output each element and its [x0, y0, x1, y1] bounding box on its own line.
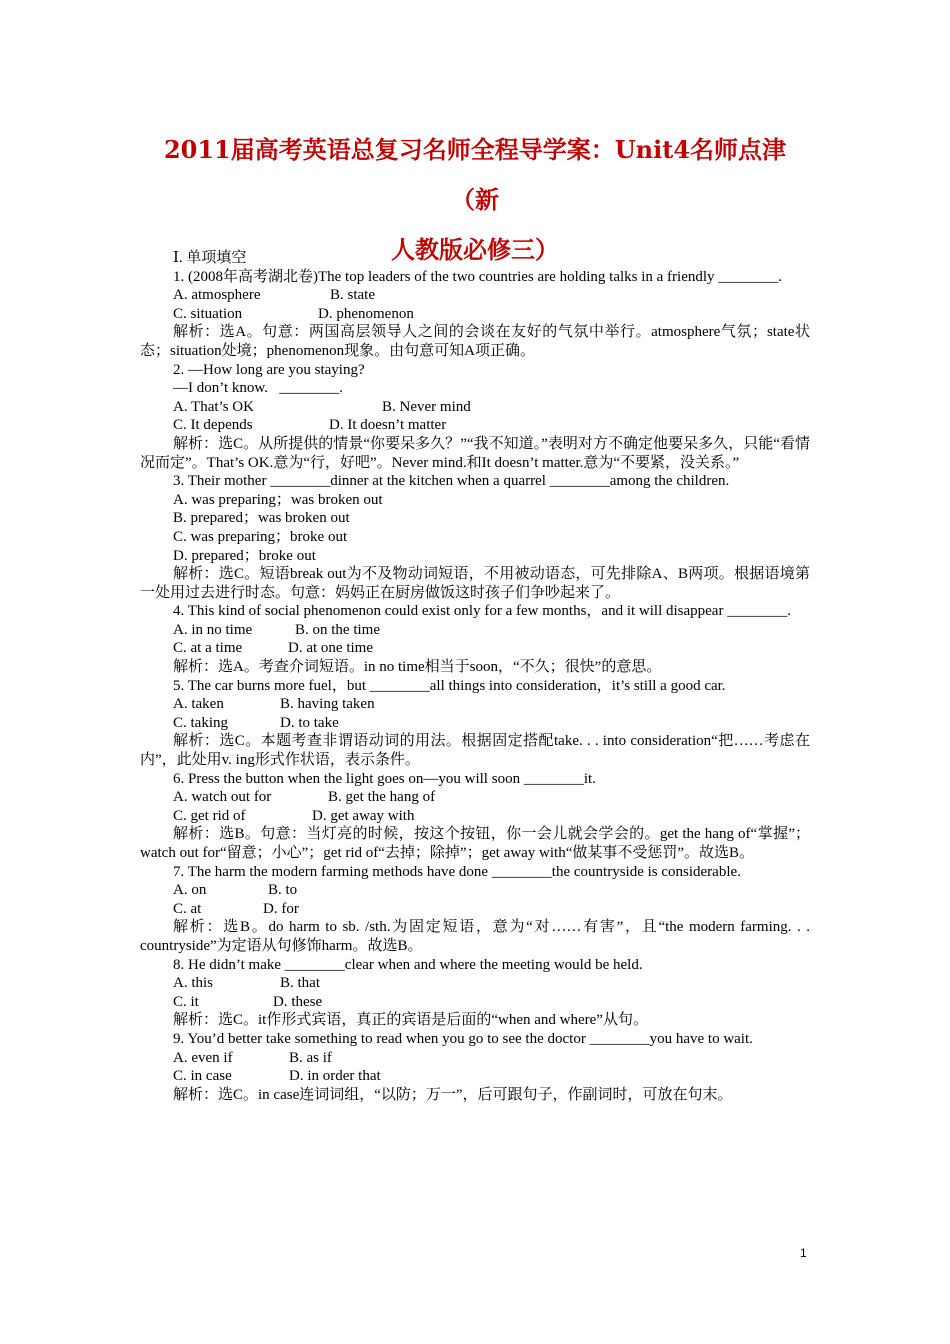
question-4-options-row-1	[140, 621, 810, 640]
option-a: A. That’s OK	[173, 398, 254, 415]
option-c: C. It depends	[173, 417, 253, 434]
question-9-options-row-2	[140, 1067, 810, 1086]
question-6-options-row-1	[140, 788, 810, 807]
option-a: A. taken	[173, 696, 224, 713]
option-c: C. taking	[173, 714, 228, 731]
option-b: B. state	[330, 287, 375, 304]
question-2-analysis: 解析：选C。从所提供的情景“你要呆多久？”“我不知道。”表明对方不确定他要呆多久，只能“看情况而定”。That’s OK.意为“行，好吧”。Never mind.和It doesn’t matter.意为“不要紧，没关系。”	[140, 435, 810, 471]
option-a: A. atmosphere	[173, 287, 261, 304]
question-1-options-row-2	[140, 305, 810, 324]
question-5-options-row-1	[140, 695, 810, 714]
question-1-options-row-1	[140, 286, 810, 305]
title-line-1: 2011届高考英语总复习名师全程导学案：Unit4名师点津（新	[163, 135, 787, 214]
section-heading: Ⅰ. 单项填空	[173, 250, 247, 266]
question-7-stem: 7. The harm the modern farming methods have done ________the countryside is considerable.	[173, 863, 741, 880]
question-4-options-row-2	[140, 639, 810, 658]
option-d: D. get away with	[312, 807, 415, 824]
option-d: D. in order that	[289, 1068, 381, 1085]
option-b: B. prepared；was broken out	[173, 510, 350, 527]
document-body	[140, 249, 810, 1104]
option-d: D. at one time	[288, 640, 373, 657]
option-a: A. this	[173, 975, 214, 992]
option-a: A. was preparing；was broken out	[173, 491, 383, 508]
question-3-stem: 3. Their mother ________dinner at the kitchen when a quarrel ________among the children.	[173, 473, 730, 490]
question-5-options-row-2	[140, 714, 810, 733]
title-line-2: 人教版必修三）	[391, 235, 559, 264]
page-number: 1	[800, 1246, 807, 1260]
option-d: D. It doesn’t matter	[329, 417, 447, 434]
question-7-analysis: 解析：选B。do harm to sb. /sth.为固定短语，意为“对……有害”，且“the modern farming. . . countryside”为定语从句修饰harm。故选B。	[140, 919, 810, 954]
option-b: B. to	[268, 882, 298, 899]
option-b: B. Never mind	[382, 398, 471, 415]
question-7-options-row-1	[140, 881, 810, 900]
question-8-options-row-2	[140, 993, 810, 1012]
question-1-analysis: 解析：选A。句意：两国高层领导人之间的会谈在友好的气氛中举行。atmosphere气氛；state状态；situation处境；phenomenon现象。由句意可知A项正确。	[140, 324, 810, 359]
option-c: C. get rid of	[173, 807, 246, 824]
option-d: D. to take	[280, 714, 339, 731]
question-6-stem: 6. Press the button when the light goes on—you will soon ________it.	[173, 770, 596, 787]
option-c: C. was preparing；broke out	[173, 528, 348, 545]
question-2-stem: 2. —How long are you staying?	[173, 361, 365, 378]
question-6-analysis: 解析：选B。句意：当灯亮的时候，按这个按钮，你一会儿就会学会的。get the hang of“掌握”；watch out for“留意；小心”；get rid of“去掉；除掉”；get away with“做某事不受惩罚”。故选B。	[140, 826, 810, 861]
question-8-analysis: 解析：选C。it作形式宾语，真正的宾语是后面的“when and where”从句。	[173, 1012, 648, 1029]
question-8-stem: 8. He didn’t make ________clear when and where the meeting would be held.	[173, 956, 643, 973]
question-3-analysis: 解析：选C。短语break out为不及物动词短语，不用被动语态，可先排除A、B两项。根据语境第一处用过去进行时态。句意：妈妈正在厨房做饭这时孩子们争吵起来了。	[140, 566, 810, 601]
option-a: A. on	[173, 882, 207, 899]
option-c: C. it	[173, 993, 199, 1010]
question-2-stem-line-2: —I don’t know. ________.	[173, 380, 343, 397]
option-c: C. at a time	[173, 640, 243, 657]
option-b: B. having taken	[280, 696, 375, 713]
option-b: B. get the hang of	[328, 789, 436, 806]
question-4-analysis: 解析：选A。考查介词短语。in no time相当于soon，“不久；很快”的意思。	[173, 659, 662, 676]
option-c: C. situation	[173, 305, 243, 322]
question-2-options-row-2	[140, 416, 810, 435]
option-c: C. at	[173, 900, 202, 917]
question-9-analysis: 解析：选C。in case连词词组，“以防；万一”，后可跟句子，作副词时，可放在句末。	[173, 1086, 733, 1103]
option-a: A. in no time	[173, 621, 253, 638]
question-9-options-row-1	[140, 1049, 810, 1068]
question-5-analysis: 解析：选C。本题考查非谓语动词的用法。根据固定搭配take. . . into consideration“把……考虑在内”，此处用v. ing形式作状语，表示条件。	[140, 733, 810, 769]
option-b: B. that	[280, 975, 320, 992]
question-9-stem: 9. You’d better take something to read when you go to see the doctor ________you have to wait.	[173, 1030, 753, 1047]
question-6-options-row-2	[140, 807, 810, 826]
question-1-stem: 1. (2008年高考湖北卷)The top leaders of the two countries are holding talks in a friendly ________.	[173, 268, 783, 285]
option-a: A. watch out for	[173, 789, 272, 806]
option-d: D. prepared；broke out	[173, 547, 316, 564]
question-7-options-row-2	[140, 900, 810, 919]
question-8-options-row-1	[140, 974, 810, 993]
option-d: D. phenomenon	[318, 305, 414, 322]
option-c: C. in case	[173, 1068, 232, 1085]
option-d: D. for	[263, 900, 299, 917]
option-a: A. even if	[173, 1049, 233, 1066]
option-d: D. these	[273, 993, 323, 1010]
option-b: B. on the time	[295, 621, 380, 638]
question-2-options-row-1	[140, 398, 810, 417]
option-b: B. as if	[289, 1049, 332, 1066]
question-4-stem: 4. This kind of social phenomenon could exist only for a few months，and it will disappear ________.	[173, 603, 791, 620]
question-5-stem: 5. The car burns more fuel，but ________all things into consideration，it’s still a good car.	[173, 677, 726, 694]
